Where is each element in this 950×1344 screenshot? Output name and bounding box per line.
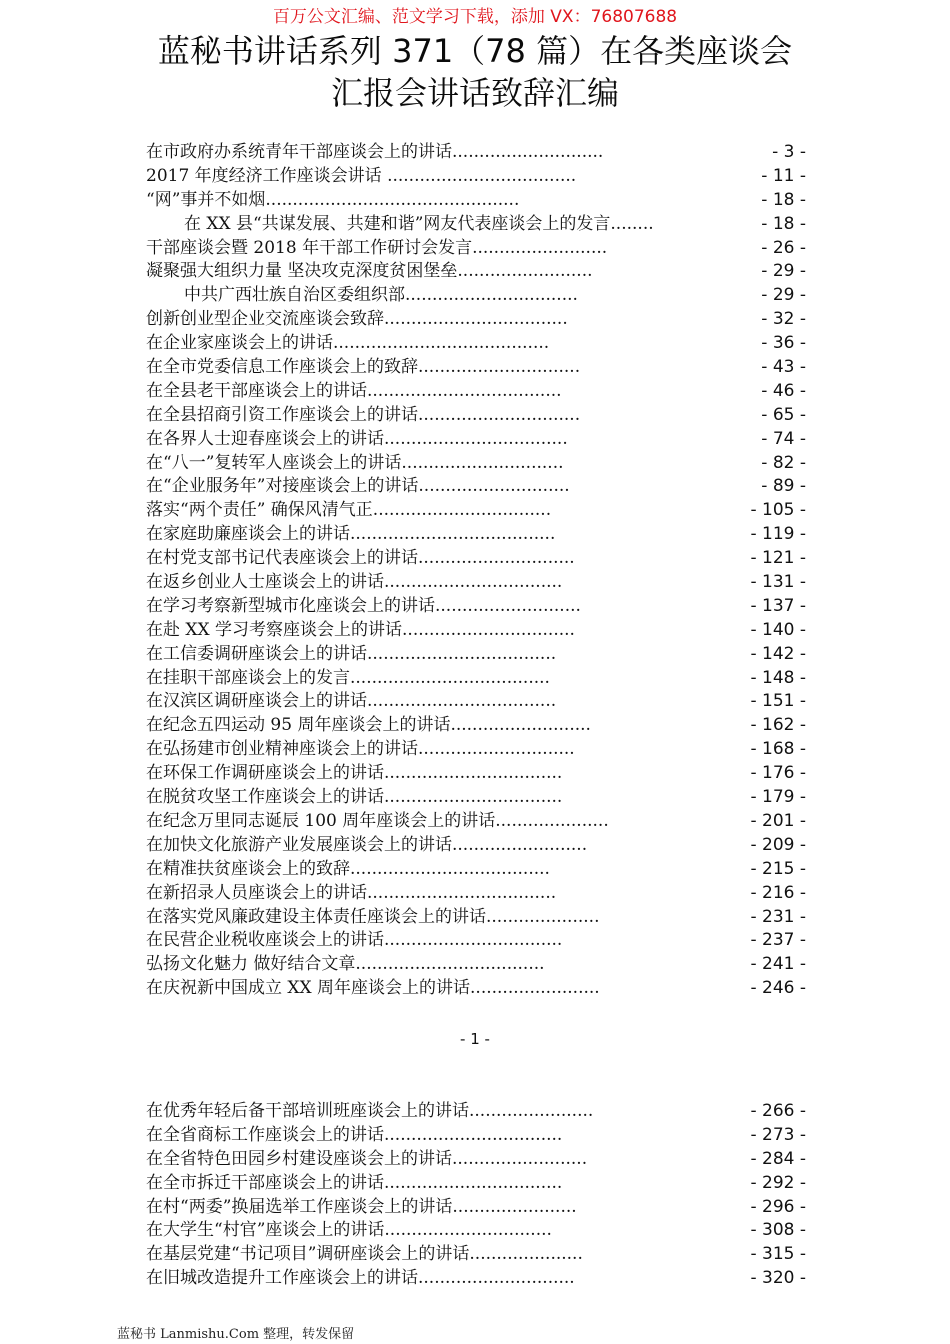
toc-entry-title: 在各界人士迎春座谈会上的讲话.................................. bbox=[146, 428, 568, 449]
toc-entry[interactable] bbox=[146, 1100, 806, 1124]
toc-entry[interactable] bbox=[146, 786, 806, 810]
toc-entry[interactable] bbox=[146, 499, 806, 523]
toc-entry[interactable] bbox=[146, 1267, 806, 1291]
toc-entry-title: 在返乡创业人士座谈会上的讲话................................. bbox=[146, 572, 563, 593]
toc-entry-title: 在“八一”复转军人座谈会上的讲话.............................. bbox=[146, 452, 564, 473]
toc-entry[interactable] bbox=[146, 452, 806, 476]
toc-entry[interactable] bbox=[146, 332, 806, 356]
toc-entry-page: - 29 - bbox=[761, 261, 806, 282]
toc-entry-page: - 315 - bbox=[750, 1244, 806, 1265]
toc-entry-title: 在全县招商引资工作座谈会上的讲话.............................. bbox=[146, 404, 581, 425]
toc-entry-page: - 151 - bbox=[750, 691, 806, 712]
toc-entry[interactable] bbox=[146, 380, 806, 404]
toc-entry-title: 在弘扬建市创业精神座谈会上的讲话............................. bbox=[146, 739, 575, 760]
toc-entry-title: 在全省特色田园乡村建设座谈会上的讲话......................... bbox=[146, 1148, 588, 1169]
toc-entry-page: - 140 - bbox=[750, 619, 806, 640]
toc-entry-title: 在“企业服务年”对接座谈会上的讲话............................ bbox=[146, 476, 570, 497]
toc-entry-page: - 308 - bbox=[750, 1220, 806, 1241]
toc-entry-page: - 292 - bbox=[750, 1172, 806, 1193]
toc-entry-page: - 3 - bbox=[772, 142, 806, 162]
toc-entry[interactable] bbox=[146, 906, 806, 930]
toc-entry[interactable] bbox=[146, 929, 806, 953]
toc-entry-title: 在工信委调研座谈会上的讲话................................... bbox=[146, 643, 557, 664]
toc-entry-title: 在基层党建“书记项目”调研座谈会上的讲话..................... bbox=[146, 1244, 583, 1265]
toc-entry-title: 在挂职干部座谈会上的发言..................................... bbox=[146, 667, 550, 688]
toc-entry-page: - 142 - bbox=[750, 643, 806, 664]
toc-entry[interactable] bbox=[146, 1124, 806, 1148]
toc-entry-title: 在汉滨区调研座谈会上的讲话................................... bbox=[146, 691, 557, 712]
toc-entry[interactable] bbox=[146, 213, 806, 237]
toc-entry-page: - 89 - bbox=[761, 476, 806, 497]
toc-entry[interactable] bbox=[146, 141, 806, 165]
toc-entry[interactable] bbox=[146, 619, 806, 643]
toc-entry[interactable] bbox=[146, 1243, 806, 1267]
toc-entry[interactable] bbox=[146, 690, 806, 714]
toc-entry-title: 在优秀年轻后备干部培训班座谈会上的讲话....................... bbox=[146, 1101, 594, 1121]
toc-entry-title: 在庆祝新中国成立 XX 周年座谈会上的讲话........................ bbox=[146, 978, 600, 999]
toc-entry-title: 凝聚强大组织力量 坚决攻克深度贫困堡垒......................... bbox=[146, 261, 593, 282]
toc-entry-page: - 137 - bbox=[750, 595, 806, 616]
toc-entry[interactable] bbox=[146, 667, 806, 691]
toc-entry[interactable] bbox=[146, 189, 806, 213]
toc-entry-title: 在大学生“村官”座谈会上的讲话............................... bbox=[146, 1220, 552, 1241]
toc-entry-page: - 18 - bbox=[761, 189, 806, 210]
toc-entry-page: - 241 - bbox=[750, 954, 806, 975]
toc-entry[interactable] bbox=[146, 762, 806, 786]
toc-entry-page: - 29 - bbox=[761, 285, 806, 306]
toc-entry-title: 在全省商标工作座谈会上的讲话................................. bbox=[146, 1124, 563, 1145]
toc-entry-title: 在村“两委”换届选举工作座谈会上的讲话....................... bbox=[146, 1196, 577, 1217]
toc-entry-title: 在村党支部书记代表座谈会上的讲话............................. bbox=[146, 548, 575, 569]
promo-banner: 百万公文汇编、范文学习下载，添加 VX：76807688 bbox=[272, 7, 678, 27]
toc-entry-page: - 320 - bbox=[750, 1268, 806, 1289]
toc-entry[interactable] bbox=[146, 237, 806, 261]
toc-entry[interactable] bbox=[146, 643, 806, 667]
toc-entry-page: - 46 - bbox=[761, 380, 806, 401]
toc-entry-page: - 215 - bbox=[750, 858, 806, 879]
toc-entry-title: 在加快文化旅游产业发展座谈会上的讲话......................... bbox=[146, 834, 588, 855]
toc-entry-page: - 65 - bbox=[761, 404, 806, 425]
toc-entry-page: - 11 - bbox=[761, 165, 806, 186]
toc-entry-page: - 237 - bbox=[750, 930, 806, 951]
toc-entry-title: 在赴 XX 学习考察座谈会上的讲话................................ bbox=[146, 619, 575, 640]
toc-entry-title: 2017 年度经济工作座谈会讲话 ................................... bbox=[146, 165, 577, 186]
page-number: - 1 - bbox=[460, 1030, 490, 1048]
toc-entry[interactable] bbox=[146, 714, 806, 738]
toc-entry-page: - 32 - bbox=[761, 309, 806, 330]
toc-entry-page: - 74 - bbox=[761, 428, 806, 449]
toc-entry-page: - 43 - bbox=[761, 357, 806, 378]
toc-entry[interactable] bbox=[146, 882, 806, 906]
toc-entry-title: 落实“两个责任” 确保风清气正................................. bbox=[146, 500, 552, 521]
toc-entry[interactable] bbox=[146, 1172, 806, 1196]
toc-entry-page: - 284 - bbox=[750, 1148, 806, 1169]
toc-entry-title: 弘扬文化魅力 做好结合文章................................... bbox=[146, 954, 545, 975]
toc-entry[interactable] bbox=[146, 165, 806, 189]
toc-entry-title: 在新招录人员座谈会上的讲话................................... bbox=[146, 882, 557, 903]
toc-entry-page: - 246 - bbox=[750, 978, 806, 999]
toc-entry[interactable] bbox=[146, 834, 806, 858]
toc-entry[interactable] bbox=[146, 428, 806, 452]
toc-entry-page: - 209 - bbox=[750, 834, 806, 855]
table-of-contents-page-2 bbox=[146, 1100, 806, 1291]
title-line-1: 蓝秘书讲话系列 371（78 篇）在各类座谈会 bbox=[157, 32, 793, 70]
toc-entry-title: 在全市拆迁干部座谈会上的讲话................................. bbox=[146, 1172, 563, 1193]
toc-entry-title: 中共广西壮族自治区委组织部................................ bbox=[184, 285, 578, 306]
toc-entry-title: 在全市党委信息工作座谈会上的致辞.............................. bbox=[146, 357, 581, 378]
toc-entry[interactable] bbox=[146, 260, 806, 284]
toc-entry[interactable] bbox=[146, 1196, 806, 1220]
toc-entry-page: - 162 - bbox=[750, 715, 806, 736]
toc-entry[interactable] bbox=[146, 547, 806, 571]
toc-entry-page: - 121 - bbox=[750, 548, 806, 569]
toc-entry-page: - 176 - bbox=[750, 763, 806, 784]
toc-entry[interactable] bbox=[146, 284, 806, 308]
toc-entry[interactable] bbox=[146, 308, 806, 332]
footer-note: 蓝秘书 Lanmishu.Com 整理，转发保留 bbox=[117, 1327, 355, 1342]
toc-entry[interactable] bbox=[146, 953, 806, 977]
toc-entry-page: - 201 - bbox=[750, 810, 806, 831]
toc-entry-page: - 82 - bbox=[761, 452, 806, 473]
toc-entry-page: - 26 - bbox=[761, 237, 806, 258]
toc-entry-title: 在学习考察新型城市化座谈会上的讲话........................... bbox=[146, 595, 581, 616]
toc-entry[interactable] bbox=[146, 738, 806, 762]
toc-entry[interactable] bbox=[146, 1219, 806, 1243]
toc-entry-title: 在落实党风廉政建设主体责任座谈会上的讲话..................... bbox=[146, 906, 600, 927]
toc-entry-title: “网”事并不如烟............................................... bbox=[146, 189, 520, 210]
toc-entry-title: 在家庭助廉座谈会上的讲话...................................... bbox=[146, 524, 556, 545]
toc-entry-title: 在全县老干部座谈会上的讲话.................................... bbox=[146, 380, 562, 401]
toc-entry[interactable] bbox=[146, 977, 806, 1001]
toc-entry-title: 在精准扶贫座谈会上的致辞..................................... bbox=[146, 858, 550, 879]
toc-entry-title: 在旧城改造提升工作座谈会上的讲话............................. bbox=[146, 1268, 575, 1289]
table-of-contents-page-1 bbox=[146, 141, 806, 1001]
toc-entry-title: 在纪念五四运动 95 周年座谈会上的讲话.......................... bbox=[146, 715, 591, 736]
toc-entry[interactable] bbox=[146, 356, 806, 380]
toc-entry-title: 在企业家座谈会上的讲话........................................ bbox=[146, 333, 550, 354]
toc-entry-page: - 296 - bbox=[750, 1196, 806, 1217]
toc-entry[interactable] bbox=[146, 595, 806, 619]
toc-entry-title: 在民营企业税收座谈会上的讲话................................. bbox=[146, 930, 563, 951]
toc-entry-page: - 105 - bbox=[750, 500, 806, 521]
toc-entry-page: - 148 - bbox=[750, 667, 806, 688]
toc-entry-page: - 131 - bbox=[750, 572, 806, 593]
toc-entry[interactable] bbox=[146, 523, 806, 547]
toc-entry-title: 在脱贫攻坚工作座谈会上的讲话................................. bbox=[146, 787, 563, 808]
toc-entry-title: 干部座谈会暨 2018 年干部工作研讨会发言......................... bbox=[146, 237, 608, 258]
toc-entry[interactable] bbox=[146, 810, 806, 834]
title-line-2: 汇报会讲话致辞汇编 bbox=[330, 74, 619, 112]
toc-entry-page: - 36 - bbox=[761, 333, 806, 354]
toc-entry[interactable] bbox=[146, 1148, 806, 1172]
toc-entry-title: 创新创业型企业交流座谈会致辞.................................. bbox=[146, 309, 568, 330]
toc-entry-title: 在纪念万里同志诞辰 100 周年座谈会上的讲话..................... bbox=[146, 810, 609, 831]
toc-entry-page: - 179 - bbox=[750, 787, 806, 808]
toc-entry-page: - 119 - bbox=[750, 524, 806, 545]
toc-entry-page: - 216 - bbox=[750, 882, 806, 903]
toc-entry[interactable] bbox=[146, 475, 806, 499]
toc-entry-title: 在环保工作调研座谈会上的讲话................................. bbox=[146, 763, 563, 784]
toc-entry-page: - 18 - bbox=[761, 213, 806, 234]
toc-entry[interactable] bbox=[146, 404, 806, 428]
toc-entry-page: - 168 - bbox=[750, 739, 806, 760]
toc-entry-title: 在市政府办系统青年干部座谈会上的讲话............................ bbox=[146, 142, 604, 162]
toc-entry[interactable] bbox=[146, 571, 806, 595]
toc-entry[interactable] bbox=[146, 858, 806, 882]
toc-entry-title: 在 XX 县“共谋发展、共建和谐”网友代表座谈会上的发言........ bbox=[184, 213, 654, 234]
toc-entry-page: - 273 - bbox=[750, 1124, 806, 1145]
toc-entry-page: - 231 - bbox=[750, 906, 806, 927]
toc-entry-page: - 266 - bbox=[750, 1101, 806, 1121]
document-title bbox=[0, 30, 950, 114]
